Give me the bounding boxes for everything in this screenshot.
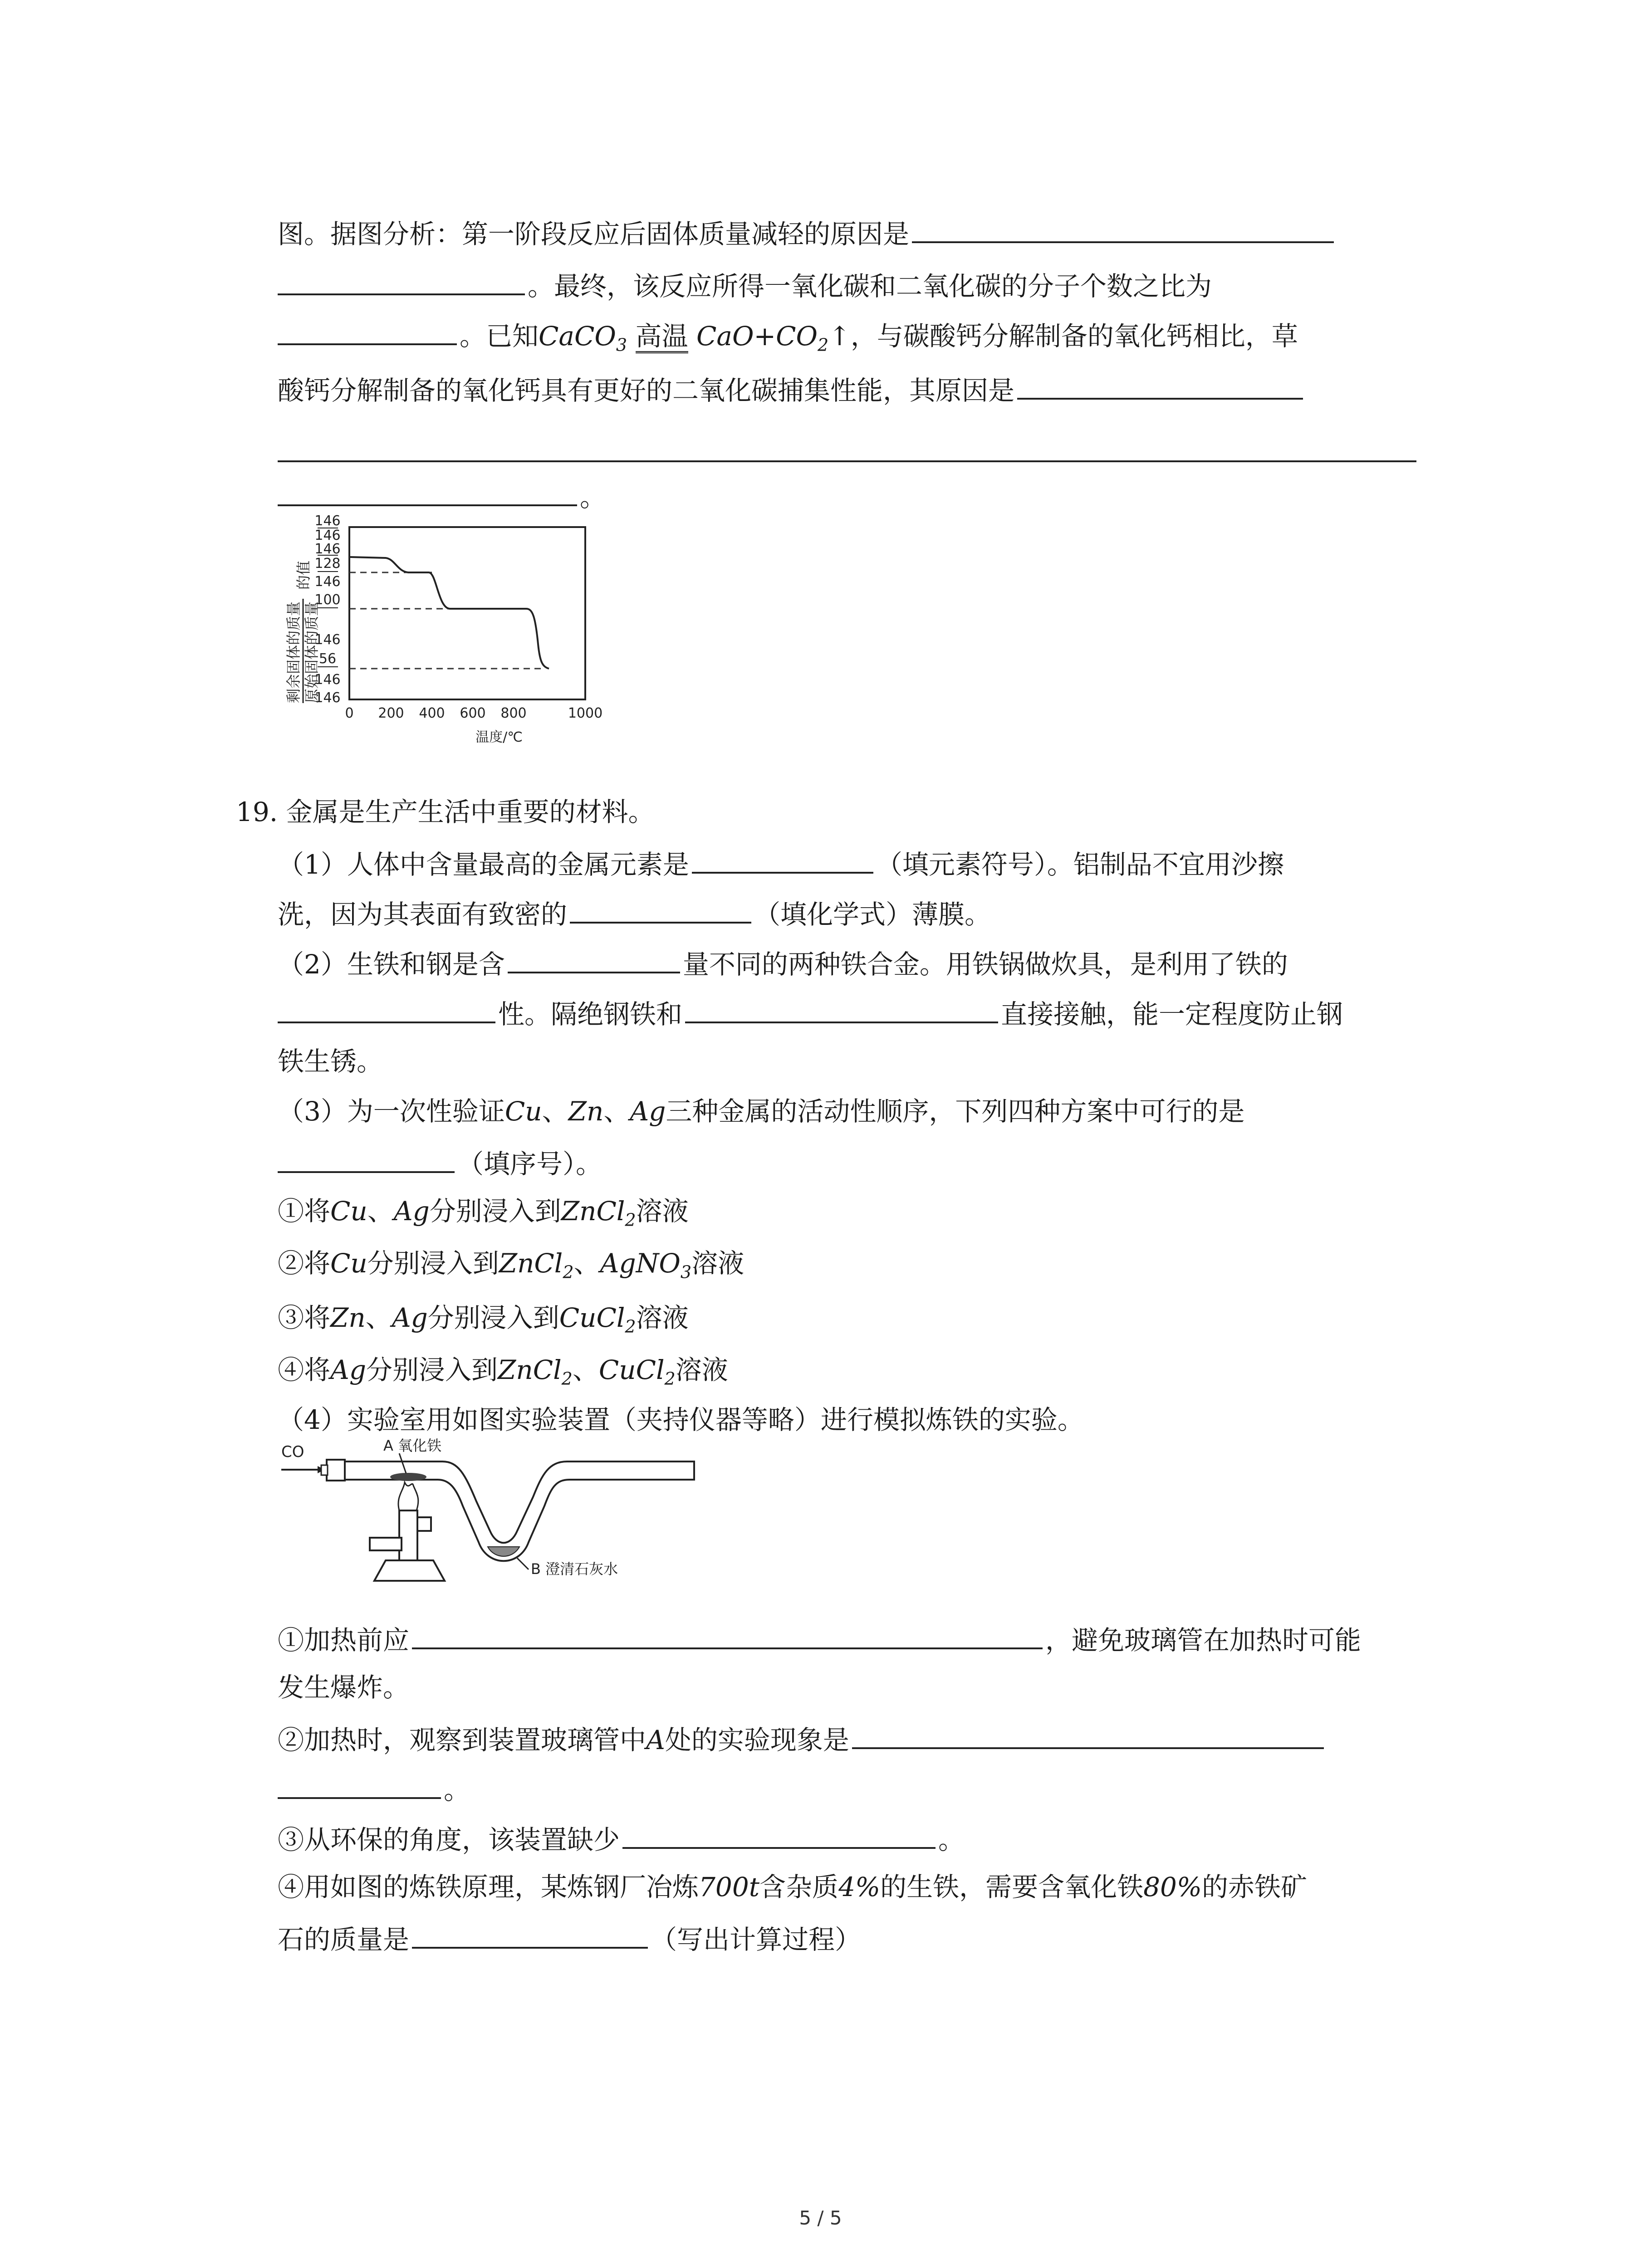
ytick-num: 146 [314, 541, 341, 557]
burner [399, 1510, 417, 1560]
answer-blank[interactable] [412, 1919, 648, 1949]
ytick-num: 56 [318, 651, 337, 667]
mass-curve [350, 557, 549, 669]
q18-line-1: 图。据图分析：第一阶段反应后固体质量减轻的原因是 [278, 213, 1337, 252]
q19-s1-line2: 发生爆炸。 [278, 1672, 410, 1703]
graph-ylabel-suffix: 的值 [295, 560, 312, 590]
xtick: 200 [378, 705, 404, 721]
ytick-den: 146 [314, 632, 341, 648]
q19-p4: （4）实验室用如图实验装置（夹持仪器等略）进行模拟炼铁的实验。 [278, 1404, 1084, 1435]
co-label: CO [281, 1443, 304, 1461]
option-2: ②将Cu分别浸入到ZnCl$_2$、AgNO$_3$溶液 [278, 1248, 745, 1282]
a-label: A 氧化铁 [383, 1438, 442, 1454]
xtick: 800 [500, 705, 527, 721]
q18-line-2: 。最终，该反应所得一氧化碳和二氧化碳的分子个数之比为 [278, 265, 1212, 304]
ytick-den: 146 [314, 672, 341, 688]
q19-s4-line2: 石的质量是 （写出计算过程） [278, 1919, 861, 1958]
answer-blank[interactable] [278, 265, 525, 295]
answer-blank[interactable] [622, 1819, 936, 1849]
answer-blank[interactable] [412, 1619, 1043, 1649]
xtick: 1000 [568, 705, 603, 721]
q19-s2-line2: 。 [278, 1769, 470, 1808]
q19-s4-line1: ④用如图的炼铁原理，某炼钢厂冶炼700t含杂质4%的生铁，需要含氧化铁80%的赤铁矿 [278, 1872, 1308, 1902]
limewater [488, 1547, 519, 1556]
answer-blank[interactable] [508, 943, 680, 973]
answer-blank[interactable] [912, 213, 1334, 243]
ironmaking-apparatus [277, 1438, 730, 1637]
answer-blank[interactable] [570, 894, 751, 924]
q19-s2-line1: ②加热时，观察到装置玻璃管中A处的实验现象是 [278, 1719, 1327, 1758]
q19-s3: ③从环保的角度，该装置缺少 。 [278, 1819, 965, 1858]
mass-ratio-graph [272, 508, 617, 748]
answer-blank[interactable] [278, 476, 577, 506]
answer-blank[interactable] [852, 1719, 1324, 1749]
option-1: ①将Cu、Ag分别浸入到ZnCl$_2$溶液 [278, 1196, 689, 1230]
ytick-den: 146 [314, 690, 341, 706]
q19-s1-line1: ①加热前应 ，避免玻璃管在加热时可能 [278, 1619, 1361, 1658]
ytick-den: 146 [314, 574, 341, 590]
option-4: ④将Ag分别浸入到ZnCl$_2$、CuCl$_2$溶液 [278, 1354, 728, 1389]
graph-ylabel-bottom: 原始固体的质量 [303, 601, 320, 703]
xtick: 600 [460, 705, 486, 721]
stopper [327, 1460, 345, 1481]
option-3: ③将Zn、Ag分别浸入到CuCl$_2$溶液 [278, 1302, 689, 1337]
graph-xlabel: 温度/℃ [475, 729, 523, 745]
answer-blank[interactable] [685, 993, 998, 1023]
answer-blank[interactable] [278, 1143, 455, 1173]
burner-base [374, 1560, 445, 1581]
answer-blank[interactable] [278, 1769, 441, 1799]
graph-ylabel-top: 剩余固体的质量 [285, 601, 302, 703]
flame [398, 1482, 418, 1510]
answer-blank[interactable] [1017, 370, 1303, 400]
answer-blank[interactable] [278, 315, 457, 345]
ytick-num: 100 [314, 592, 341, 608]
ytick-den: 146 [314, 528, 341, 543]
iron-oxide-sample [390, 1473, 426, 1481]
ytick-num: 146 [314, 513, 341, 529]
reaction-condition: 高温 [636, 321, 688, 353]
ytick-num: 128 [314, 556, 341, 572]
q19-p1-line1: （1）人体中含量最高的金属元素是 （填元素符号）。铝制品不宜用沙擦 [278, 844, 1284, 883]
xtick: 400 [419, 705, 445, 721]
q19-p1-line2: 洗，因为其表面有致密的 （填化学式）薄膜。 [278, 894, 991, 933]
q19-p3-line1: （3）为一次性验证Cu、Zn、Ag三种金属的活动性顺序，下列四种方案中可行的是 [278, 1096, 1245, 1127]
answer-blank[interactable] [278, 993, 495, 1023]
q19-p2-line3: 铁生锈。 [278, 1046, 383, 1077]
page-number: 5 / 5 [799, 2207, 842, 2229]
q18-line-4: 酸钙分解制备的氧化钙具有更好的二氧化碳捕集性能，其原因是 [278, 370, 1306, 409]
answer-blank[interactable] [692, 844, 873, 874]
q18-line-3: 。已知CaCO$_3$ 高温 $CaO+CO_2↑$，与碳酸钙分解制备的氧化钙相比，草 [278, 315, 1298, 363]
answer-blank[interactable] [278, 460, 1416, 462]
q19-p3-line2: （填序号）。 [278, 1143, 602, 1182]
xtick: 0 [345, 705, 354, 721]
q19-p2-line2: 性。隔绝钢铁和 直接接触，能一定程度防止钢 [278, 993, 1343, 1032]
graph-plot-frame [349, 527, 585, 699]
q19-title: 19. 金属是生产生活中重要的材料。 [236, 797, 655, 827]
q18-line-6: 。 [278, 476, 606, 515]
b-label: B 澄清石灰水 [531, 1560, 618, 1578]
q19-p2-line1: （2）生铁和钢是含 量不同的两种铁合金。用铁锅做炊具，是利用了铁的 [278, 943, 1288, 982]
